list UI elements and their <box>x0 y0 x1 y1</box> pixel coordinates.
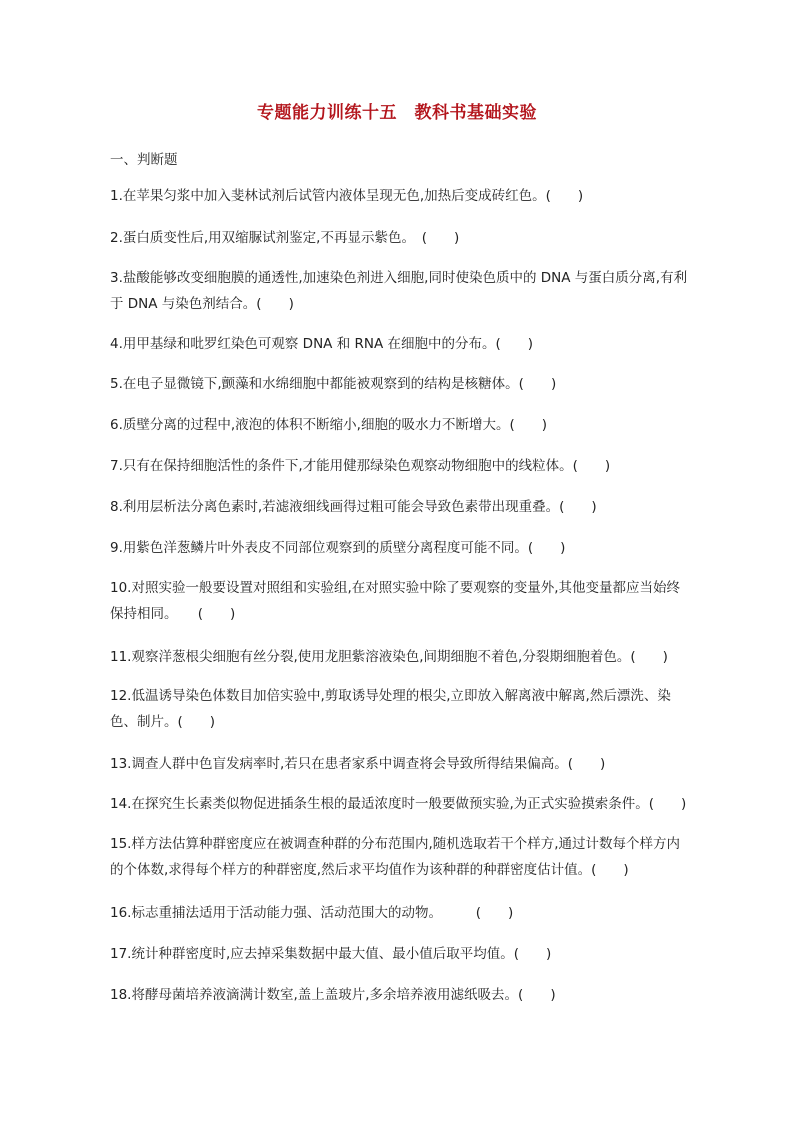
question-text-line: 4.用甲基绿和吡罗红染色可观察 DNA 和 RNA 在细胞中的分布。( ) <box>110 336 534 352</box>
question-text-line: 11.观察洋葱根尖细胞有丝分裂,使用龙胆紫溶液染色,间期细胞不着色,分裂期细胞着色。( ) <box>110 649 668 665</box>
question-item <box>110 229 700 255</box>
question-text-line: 18.将酵母菌培养液滴满计数室,盖上盖玻片,多余培养液用滤纸吸去。( ) <box>110 987 556 1003</box>
question-item <box>110 539 700 565</box>
question-item <box>110 375 700 401</box>
question-item <box>110 498 700 524</box>
question-text-line: 6.质壁分离的过程中,液泡的体积不断缩小,细胞的吸水力不断增大。( ) <box>110 417 547 433</box>
question-text-line: 7.只有在保持细胞活性的条件下,才能用健那绿染色观察动物细胞中的线粒体。( ) <box>110 458 611 474</box>
question-text-line: 保持相同。 ( ) <box>110 606 236 622</box>
question-item <box>110 648 700 674</box>
question-item <box>110 835 700 887</box>
question-item <box>110 687 700 739</box>
document-title: 专题能力训练十五 教科书基础实验 <box>257 103 537 123</box>
question-item <box>110 335 700 361</box>
question-item <box>110 457 700 483</box>
question-text-line: 15.样方法估算种群密度应在被调查种群的分布范围内,随机选取若干个样方,通过计数每个样方内 <box>110 836 681 852</box>
question-item <box>110 416 700 442</box>
question-text-line: 的个体数,求得每个样方的种群密度,然后求平均值作为该种群的种群密度估计值。( ) <box>110 862 629 878</box>
question-text-line: 8.利用层析法分离色素时,若滤液细线画得过粗可能会导致色素带出现重叠。( ) <box>110 499 597 515</box>
question-text-line: 14.在探究生长素类似物促进插条生根的最适浓度时一般要做预实验,为正式实验摸索条件。( ) <box>110 796 687 812</box>
question-item <box>110 945 700 971</box>
question-item <box>110 904 700 930</box>
question-item <box>110 795 700 821</box>
question-item <box>110 579 700 631</box>
question-item <box>110 986 700 1012</box>
question-text-line: 色、制片。( ) <box>110 714 216 730</box>
question-text-line: 于 DNA 与染色剂结合。( ) <box>110 296 294 312</box>
question-text-line: 10.对照实验一般要设置对照组和实验组,在对照实验中除了要观察的变量外,其他变量都应当始终 <box>110 580 681 596</box>
question-item <box>110 755 700 781</box>
question-text-line: 12.低温诱导染色体数目加倍实验中,剪取诱导处理的根尖,立即放入解离液中解离,然后漂洗、染 <box>110 688 671 704</box>
question-text-line: 16.标志重捕法适用于活动能力强、活动范围大的动物。 ( ) <box>110 905 514 921</box>
question-item <box>110 187 700 213</box>
question-text-line: 2.蛋白质变性后,用双缩脲试剂鉴定,不再显示紫色。 ( ) <box>110 230 460 246</box>
section-heading: 一、判断题 <box>110 152 178 168</box>
question-text-line: 9.用紫色洋葱鳞片叶外表皮不同部位观察到的质壁分离程度可能不同。( ) <box>110 540 566 556</box>
question-text-line: 5.在电子显微镜下,颤藻和水绵细胞中都能被观察到的结构是核糖体。( ) <box>110 376 557 392</box>
question-text-line: 1.在苹果匀浆中加入斐林试剂后试管内液体呈现无色,加热后变成砖红色。( ) <box>110 188 584 204</box>
question-text-line: 3.盐酸能够改变细胞膜的通透性,加速染色剂进入细胞,同时使染色质中的 DNA 与蛋白质分离,有利 <box>110 270 688 286</box>
question-text-line: 13.调查人群中色盲发病率时,若只在患者家系中调查将会导致所得结果偏高。( ) <box>110 756 606 772</box>
question-text-line: 17.统计种群密度时,应去掉采集数据中最大值、最小值后取平均值。( ) <box>110 946 552 962</box>
question-item <box>110 269 700 321</box>
